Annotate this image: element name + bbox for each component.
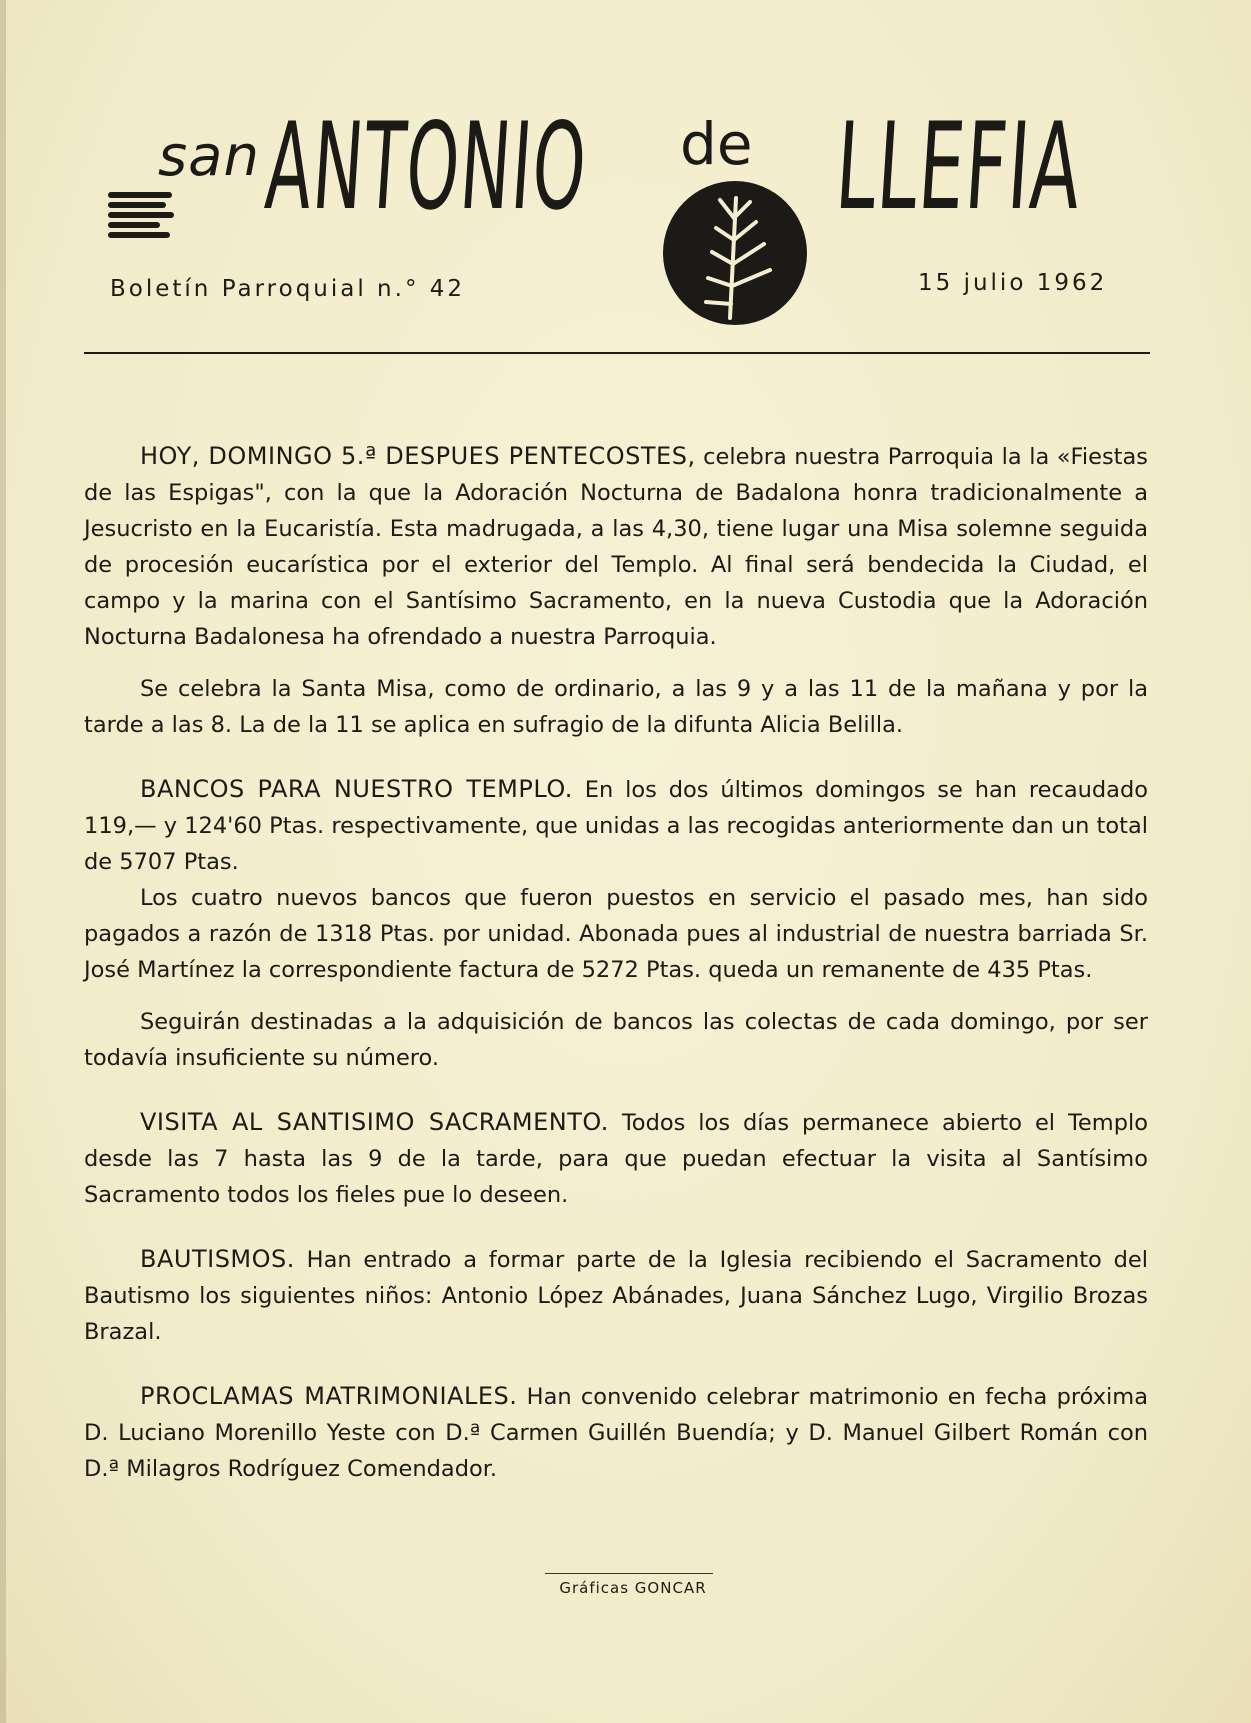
text-bautismos: Han entrado a formar parte de la Iglesia recibiendo el Sacramento del Bautismo los siguientes niños: Antonio López Abánades, Juana Sánchez Lugo, Virgilio Brozas Brazal. [84,1247,1148,1345]
header-rule [84,352,1150,354]
printer-credit: Gráficas GONCAR [559,1579,707,1597]
heading-bautismos: BAUTISMOS. [140,1245,295,1273]
paragraph-visita [84,1104,1148,1213]
bulletin-number: Boletín Parroquial n.° 42 [110,276,466,302]
text-proclamas: Han convenido celebrar matrimonio en fecha próxima D. Luciano Morenillo Yeste con D.ª Carmen Guillén Buendía; y D. Manuel Gilbert Román con D.ª Milagros Rodríguez Comendador. [84,1384,1149,1482]
text-bancos: En los dos últimos domingos se han recaudado 119,— y 124'60 Ptas. respectivamente, que unidas a las recogidas anteriormente dan un total de 5707 Ptas. [84,777,1149,875]
paragraph-bautismos [84,1241,1148,1350]
heading-bancos: BANCOS PARA NUESTRO TEMPLO. [140,775,573,803]
text-fiestas: celebra nuestra Parroquia la la «Fiestas de las Espigas", con la que la Adoración Nocturna de Badalona honra tradicionalmente a Jesucristo en la Eucaristía. Esta madrugada, a las 4,30, tiene lugar una Misa solemne seguida de procesión eucarística por el exterior del Templo. Al final será bendecida la Ciudad, el campo y la marina con el Santísimo Sacramento, en la nueva Custodia que la Adoración Nocturna Badalonesa ha ofrendado a nuestra Parroquia. [84,444,1148,650]
title-antonio: ANTONIO [261,98,592,237]
paragraph-bancos [84,771,1148,880]
paragraph-bancos-pago: Los cuatro nuevos bancos que fueron puestos en servicio el pasado mes, han sido pagados a razón de 1318 Ptas. por unidad. Abonada pues al industrial de nuestra barriada Sr. José Martínez la correspondiente factura de 5272 Ptas. queda un remanente de 435 Ptas. [84,885,1148,983]
bulletin-date: 15 julio 1962 [918,270,1108,296]
title-san: san [158,124,260,189]
heading-visita: VISITA AL SANTISIMO SACRAMENTO. [140,1108,609,1136]
text-visita: Todos los días permanece abierto el Templo desde las 7 hasta las 9 de la tarde, para que puedan efectuar la visita al Santísimo Sacramento todos los fieles pue lo deseen. [84,1110,1148,1208]
heading-fiestas: HOY, DOMINGO 5.ª DESPUES PENTECOSTES, [140,442,696,470]
stripes-ornament [108,192,178,252]
paragraph-misa: Se celebra la Santa Misa, como de ordinario, a las 9 y a las 11 de la mañana y por la tarde a las 8. La de la 11 se aplica en sufragio de la difunta Alicia Belilla. [84,676,1148,738]
wheat-emblem-icon [660,178,810,328]
article-body [84,438,1148,1487]
paragraph-proclamas [84,1378,1148,1487]
title-llefia: LLEFIA [831,98,1086,237]
title-de: de [680,110,753,178]
paragraph-fiestas [84,438,1148,655]
footer-rule [545,1573,713,1574]
page-edge-left [0,0,6,1723]
paragraph-colectas: Seguirán destinadas a la adquisición de bancos las colectas de cada domingo, por ser todavía insuficiente su número. [84,1009,1148,1071]
heading-proclamas: PROCLAMAS MATRIMONIALES. [140,1382,518,1410]
masthead [80,100,1150,360]
